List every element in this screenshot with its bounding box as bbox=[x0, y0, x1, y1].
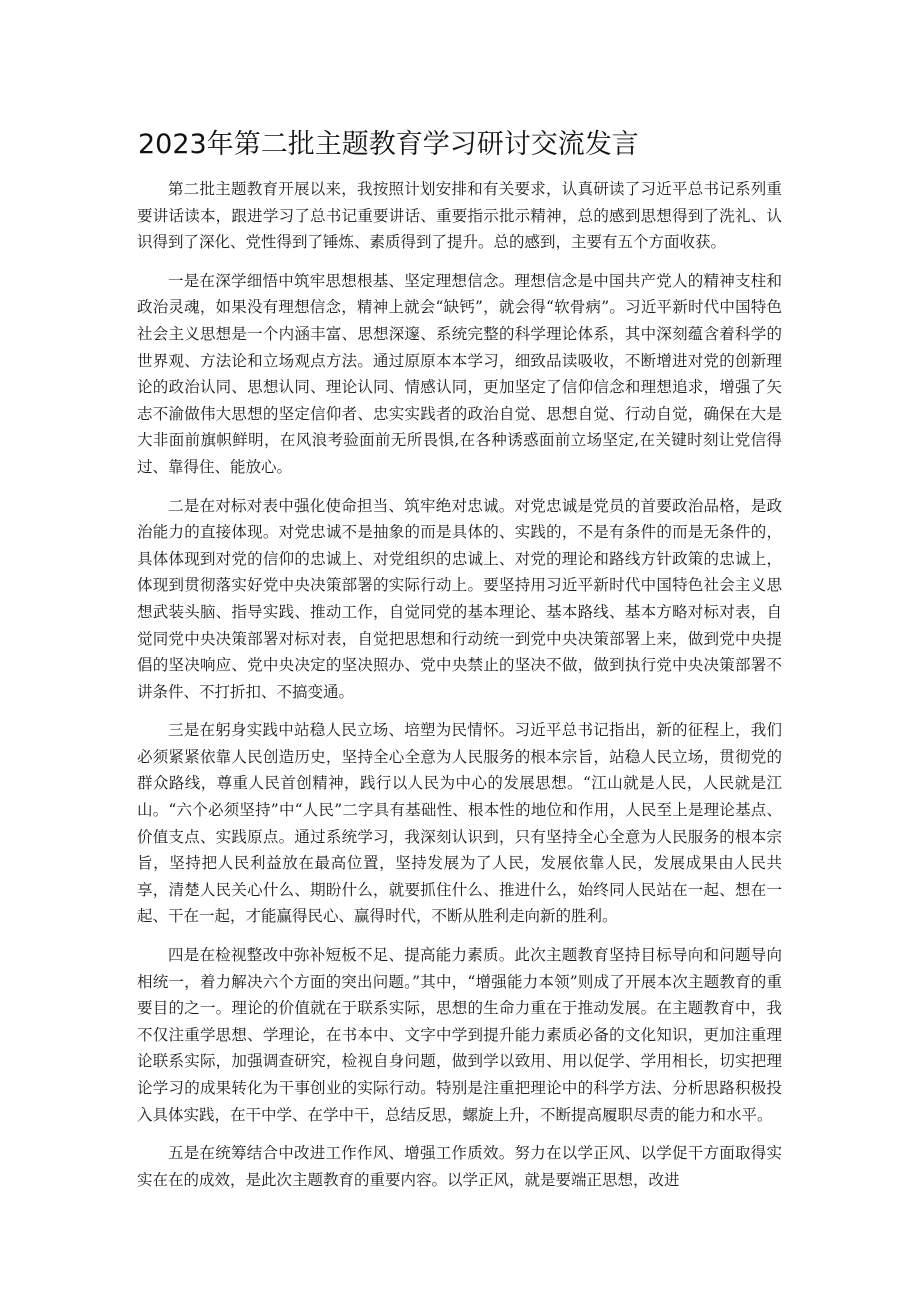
paragraph-point-one: 一是在深学细悟中筑牢思想根基、坚定理想信念。理想信念是中国共产党人的精神支柱和政治灵魂，如果没有理想信念，精神上就会“缺钙”，就会得“软骨病”。习近平新时代中国特色社会主义思想是一个内涵丰富、思想深邃、系统完整的科学理论体系，其中深刻蕴含着科学的世界观、方法论和立场观点方法。通过原原本本学习，细致品读吸收，不断增进对党的创新理论的政治认同、思想认同、理论认同、情感认同，更加坚定了信仰信念和理想追求，增强了矢志不渝做伟大思想的坚定信仰者、忠实实践者的政治自觉、思想自觉、行动自觉，确保在大是大非面前旗帜鲜明，在风浪考验面前无所畏惧,在各种诱惑面前立场坚定,在关键时刻让党信得过、靠得住、能放心。 bbox=[137, 271, 782, 476]
paragraph-point-three: 三是在躬身实践中站稳人民立场、培塑为民情怀。习近平总书记指出，新的征程上，我们必须紧紧依靠人民创造历史，坚持全心全意为人民服务的根本宗旨，站稳人民立场，贯彻党的群众路线，尊重人民首创精神，践行以人民为中心的发展思想。“江山就是人民，人民就是江山。“六个必须坚持”中“人民”二字具有基础性、根本性的地位和作用，人民至上是理论基点、价值支点、实践原点。通过系统学习，我深刻认识到，只有坚持全心全意为人民服务的根本宗旨，坚持把人民利益放在最高位置，坚持发展为了人民，发展依靠人民，发展成果由人民共享，清楚人民关心什么、期盼什么，就要抓住什么、推进什么，始终同人民站在一起、想在一起、干在一起，才能赢得民心、赢得时代，不断从胜利走向新的胜利。 bbox=[137, 721, 782, 926]
paragraph-intro: 第二批主题教育开展以来，我按照计划安排和有关要求，认真研读了习近平总书记系列重要讲话读本，跟进学习了总书记重要讲话、重要指示批示精神，总的感到思想得到了洗礼、认识得到了深化、党性得到了锤炼、素质得到了提升。总的感到，主要有五个方面收获。 bbox=[137, 180, 782, 252]
document-body bbox=[137, 176, 782, 1205]
paragraph-point-four: 四是在检视整改中弥补短板不足、提高能力素质。此次主题教育坚持目标导向和问题导向相统一，着力解决六个方面的突出问题。”其中，“增强能力本领”则成了开展本次主题教育的重要目的之一。理论的价值就在于联系实际，思想的生命力重在于推动发展。在主题教育中，我不仅注重学思想、学理论，在书本中、文字中学到提升能力素质必备的文化知识，更加注重理论联系实际，加强调查研究，检视自身问题，做到学以致用、用以促学、学用相长，切实把理论学习的成果转化为干事创业的实际行动。特别是注重把理论中的科学方法、分析思路积极投入具体实践，在干中学、在学中干，总结反思，螺旋上升，不断提高履职尽责的能力和水平。 bbox=[137, 946, 782, 1124]
paragraph-point-two: 二是在对标对表中强化使命担当、筑牢绝对忠诚。对党忠诚是党员的首要政治品格，是政治能力的直接体现。对党忠诚不是抽象的而是具体的、实践的，不是有条件的而是无条件的，具体体现到对党的信仰的忠诚上、对党组织的忠诚上、对党的理论和路线方针政策的忠诚上，体现到贯彻落实好党中央决策部署的实际行动上。要坚持用习近平新时代中国特色社会主义思想武装头脑、指导实践、推动工作，自觉同党的基本理论、基本路线、基本方略对标对表，自觉同党中央决策部署对标对表，自觉把思想和行动统一到党中央决策部署上来，做到党中央提倡的坚决响应、党中央决定的坚决照办、党中央禁止的坚决不做，做到执行党中央决策部署不讲条件、不打折扣、不搞变通。 bbox=[137, 496, 782, 701]
document-title: 2023年第二批主题教育学习研讨交流发言 bbox=[138, 129, 639, 160]
paragraph-point-five: 五是在统筹结合中改进工作作风、增强工作质效。努力在以学正风、以学促干方面取得实实在在的成效，是此次主题教育的重要内容。以学正风，就是要端正思想，改进 bbox=[137, 1144, 782, 1189]
